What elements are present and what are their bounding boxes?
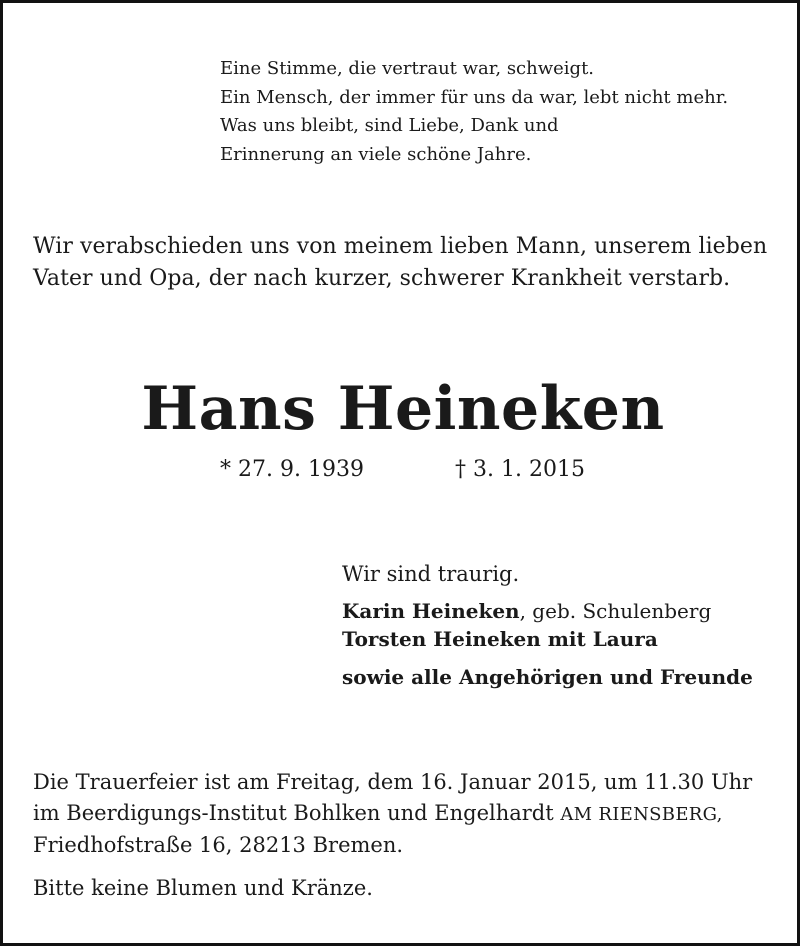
poem-line: Ein Mensch, der immer für uns da war, lebt nicht mehr. [220, 86, 729, 108]
birth-date: * 27. 9. 1939 [220, 457, 364, 482]
mourner-wife [342, 597, 753, 625]
mourner-son: Torsten Heineken mit Laura [342, 627, 658, 651]
service-line [33, 798, 752, 830]
service-venue-caps: AM RIENSBERG, [560, 804, 723, 825]
funeral-service-info [33, 767, 752, 861]
death-date: † 3. 1. 2015 [455, 457, 585, 482]
poem-line: Eine Stimme, die vertraut war, schweigt. [220, 58, 595, 79]
mourners-block [342, 559, 753, 691]
mourner-others: sowie alle Angehörigen und Freunde [342, 665, 753, 689]
closing-note: Bitte keine Blumen und Kränze. [33, 876, 373, 900]
poem-line: Erinnerung an viele schöne Jahre. [220, 143, 532, 165]
service-line: Die Trauerfeier ist am Freitag, dem 16. Januar 2015, um 11.30 Uhr [33, 770, 753, 794]
service-address: Friedhofstraße 16, 28213 Bremen. [33, 833, 404, 857]
farewell-line: Wir verabschieden uns von meinem lieben Mann, unserem lieben [33, 234, 768, 259]
service-venue: im Beerdigungs-Institut Bohlken und Engelhardt [33, 801, 561, 825]
mourner-wife-maiden-name: , geb. Schulenberg [519, 599, 712, 623]
mourner-wife-name: Karin Heineken [342, 599, 520, 623]
poem-line: Was uns bleibt, sind Liebe, Dank und [220, 115, 559, 136]
memorial-poem [220, 55, 728, 169]
farewell-text [33, 231, 767, 295]
deceased-name: Hans Heineken [141, 374, 665, 444]
farewell-line: Vater und Opa, der nach kurzer, schwerer Krankheit verstarb. [33, 266, 731, 291]
mourning-statement: Wir sind traurig. [342, 562, 520, 586]
